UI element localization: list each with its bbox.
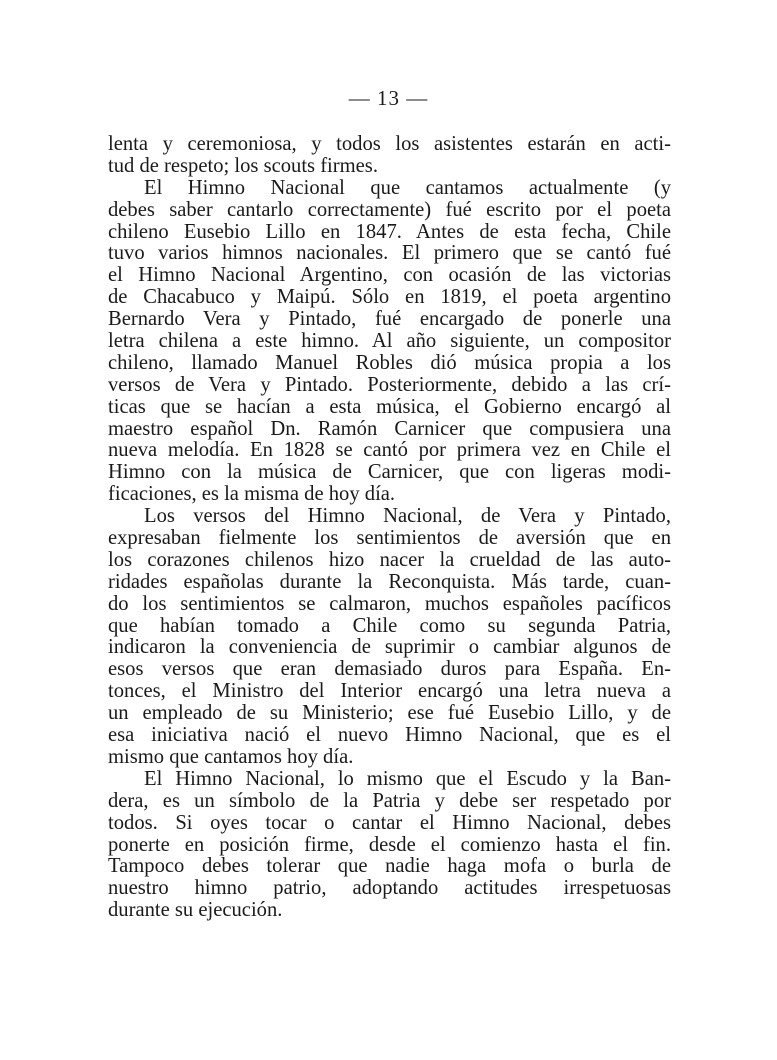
text-line: tuvo varios himnos nacionales. El primero que se cantó fué <box>108 242 671 265</box>
text-line: letra chilena a este himno. Al año siguiente, un compositor <box>108 330 671 353</box>
text-line: el Himno Nacional Argentino, con ocasión de las victorias <box>108 264 671 287</box>
text-line: lenta y ceremoniosa, y todos los asistentes estarán en acti- <box>108 133 671 155</box>
text-line: ficaciones, es la misma de hoy día. <box>108 483 396 506</box>
paragraph <box>108 506 671 769</box>
paragraph <box>108 134 671 178</box>
text-line: un empleado de su Ministerio; ese fué Eusebio Lillo, y de <box>108 702 671 725</box>
text-line: versos de Vera y Pintado. Posteriormente, debido a las crí- <box>108 373 671 396</box>
paragraph <box>108 769 671 922</box>
page-number: — 13 — <box>348 86 429 110</box>
text-line: tud de respeto; los scouts firmes. <box>108 154 378 177</box>
text-line: durante su ejecución. <box>108 899 283 922</box>
text-line: Himno con la música de Carnicer, que con ligeras modi- <box>108 461 671 484</box>
text-line: chileno, llamado Manuel Robles dió música propia a los <box>108 351 671 374</box>
text-line: Tampoco debes tolerar que nadie haga mofa o burla de <box>108 855 671 878</box>
text-line: do los sentimientos se calmaron, muchos españoles pacíficos <box>108 592 671 615</box>
text-line: de Chacabuco y Maipú. Sólo en 1819, el poeta argentino <box>108 286 671 309</box>
text-line: expresaban fielmente los sentimientos de aversión que en <box>108 527 671 550</box>
text-line: mismo que cantamos hoy día. <box>108 745 354 768</box>
text-line: indicaron la conveniencia de suprimir o cambiar algunos de <box>108 636 671 659</box>
text-line: chileno Eusebio Lillo en 1847. Antes de esta fecha, Chile <box>108 220 671 243</box>
text-line: ponerte en posición firme, desde el comienzo hasta el fin. <box>108 833 671 856</box>
text-line: Bernardo Vera y Pintado, fué encargado de ponerle una <box>108 308 671 331</box>
text-line: todos. Si oyes tocar o cantar el Himno Nacional, debes <box>108 811 671 834</box>
text-line: esos versos que eran demasiado duros para España. En- <box>108 658 671 681</box>
text-line: esa iniciativa nació el nuevo Himno Nacional, que es el <box>108 724 671 747</box>
text-line: debes saber cantarlo correctamente) fué escrito por el poeta <box>108 198 671 221</box>
text-line: tonces, el Ministro del Interior encargó una letra nueva a <box>108 680 671 703</box>
text-line: El Himno Nacional que cantamos actualmente (y <box>144 176 671 199</box>
text-line: ticas que se hacían a esta música, el Gobierno encargó al <box>108 395 671 418</box>
body-text <box>108 134 671 922</box>
text-line: ridades españolas durante la Reconquista. Más tarde, cuan- <box>108 570 671 593</box>
paragraph <box>108 178 671 506</box>
text-line: que habían tomado a Chile como su segunda Patria, <box>108 614 671 637</box>
text-line: maestro español Dn. Ramón Carnicer que compusiera una <box>108 417 671 440</box>
text-line: nueva melodía. En 1828 se cantó por primera vez en Chile el <box>108 439 671 462</box>
text-line: Los versos del Himno Nacional, de Vera y Pintado, <box>144 505 671 528</box>
text-line: dera, es un símbolo de la Patria y debe ser respetado por <box>108 789 671 812</box>
text-line: los corazones chilenos hizo nacer la crueldad de las auto- <box>108 548 671 571</box>
text-line: nuestro himno patrio, adoptando actitudes irrespetuosas <box>108 877 671 900</box>
text-line: El Himno Nacional, lo mismo que el Escudo y la Ban- <box>144 767 671 790</box>
